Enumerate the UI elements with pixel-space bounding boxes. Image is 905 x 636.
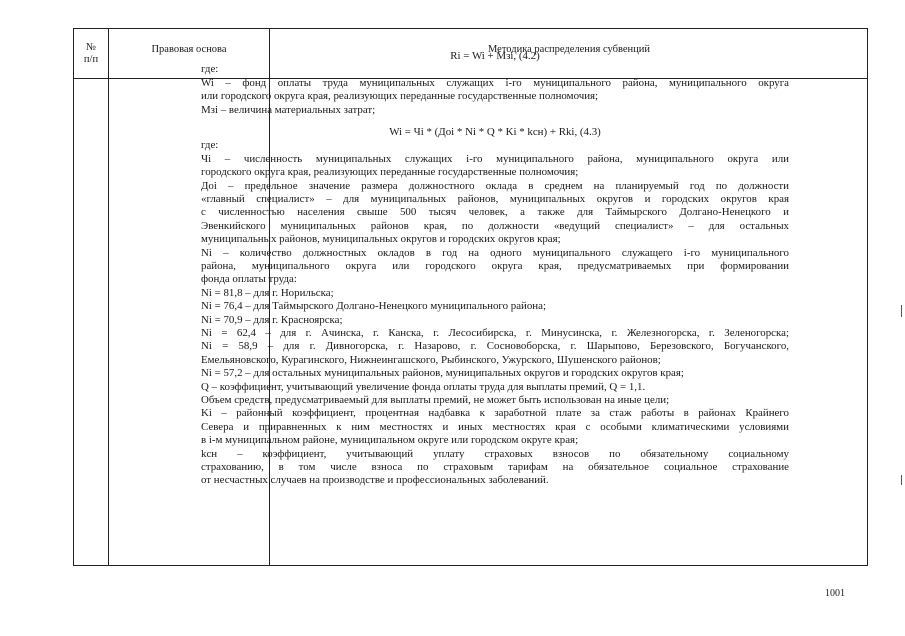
- methodology-text: [201, 50, 789, 488]
- text-line: страхованию, в том числе взноса по страховым тарифам на обязательное социальное страхование: [201, 460, 789, 473]
- formula-4-3: Wi = Чi * (Дoi * Ni * Q * Ki * kсн) + Rki, (4.3): [389, 126, 601, 139]
- text-line: в i-м муниципальном районе, муниципальном округе или городском округе края;: [201, 434, 579, 447]
- text-line: «главный специалист» – для муниципальных районов, муниципальных округов и городских округов края: [201, 193, 789, 206]
- coefficient-line: Ni = 81,8 – для г. Норильска;: [201, 286, 334, 299]
- header-row-number: [74, 29, 108, 78]
- where-label: где:: [201, 139, 219, 152]
- header-num-symbol: №: [85, 41, 97, 53]
- text-line: Ni – количество должностных окладов в год на одного муниципального служащего i-го муниципального: [201, 246, 789, 259]
- coefficient-line: Ni = 70,9 – для г. Красноярска;: [201, 313, 343, 326]
- coefficient-line: Ni = 76,4 – для Таймырского Долгано-Ненецкого муниципального района;: [201, 300, 546, 313]
- text-line: Емельяновского, Курагинского, Нижнеингашского, Рыбинского, Ужурского, Шушенского районов;: [201, 353, 661, 366]
- header-basis-label: Правовая основа: [151, 44, 227, 55]
- text-line: Чi – численность муниципальных служащих i-го муниципального района, муниципального округа или: [201, 152, 789, 165]
- text-line: или городского округа края, реализующих переданные государственные полномочия;: [201, 90, 599, 103]
- page-number: 1001: [825, 588, 845, 599]
- text-line: Эвенкийского муниципальных районов края, по должности «ведущий специалист» – для остальных: [201, 219, 789, 232]
- text-line: с численностью населения свыше 500 тысяч человек, а также для Таймырского Долгано-Ненецкого и: [201, 206, 789, 219]
- scan-edge-mark: [901, 475, 902, 485]
- text-line: района, муниципального округа или городского округа края, предусматриваемых при формировании: [201, 259, 789, 272]
- coefficient-line: Ni = 58,9 – для г. Дивногорска, г. Назарово, г. Сосновоборска, г. Шарыпово, Березовского, Богучанского,: [201, 340, 789, 353]
- text-line: Q – коэффициент, учитывающий увеличение фонда оплаты труда для выплаты премий, Q = 1,1.: [201, 380, 646, 393]
- coefficient-line: Ni = 62,4 – для г. Ачинска, г. Канска, г. Лесосибирска, г. Минусинска, г. Железногорска, г. Зеленогорска;: [201, 327, 789, 339]
- text-line: Wi – фонд оплаты труда муниципальных служащих i-го муниципального района, муниципального округа: [201, 76, 789, 89]
- column-divider-num: [108, 29, 109, 565]
- text-line: муниципальных районов, муниципальных округов и городских округов края;: [201, 233, 561, 246]
- text-line: городского округа края, реализующих переданные государственные полномочия;: [201, 166, 579, 179]
- scan-edge-mark: [901, 305, 902, 317]
- where-label: где:: [201, 63, 219, 76]
- formula-4-2: Ri = Wi + Mзi, (4.2): [450, 50, 540, 62]
- text-line: Дoi – предельное значение размера должностного оклада в среднем на планируемый год по должности: [201, 179, 789, 192]
- text-line: Мзi – величина материальных затрат;: [201, 103, 376, 116]
- text-line: Объем средств, предусматриваемый для выплаты премий, не может быть использован на иные цели;: [201, 394, 670, 406]
- text-line: фонда оплаты труда:: [201, 273, 297, 286]
- header-method-label: Методика распределения субвенций: [487, 44, 650, 55]
- text-line: Севера и приравненных к ним местностях и иных местностях края с особыми климатическими условиями: [201, 420, 789, 433]
- text-line: Ki – районный коэффициент, процентная надбавка к заработной плате за стаж работы в районах Крайнего: [201, 407, 789, 420]
- header-num-abbrev: п/п: [83, 53, 99, 65]
- text-line: kсн – коэффициент, учитывающий уплату страховых взносов по обязательному социальному: [201, 447, 789, 460]
- coefficient-line: Ni = 57,2 – для остальных муниципальных районов, муниципальных округов и городских округов края;: [201, 367, 684, 380]
- text-line: от несчастных случаев на производстве и профессиональных заболеваний.: [201, 474, 549, 487]
